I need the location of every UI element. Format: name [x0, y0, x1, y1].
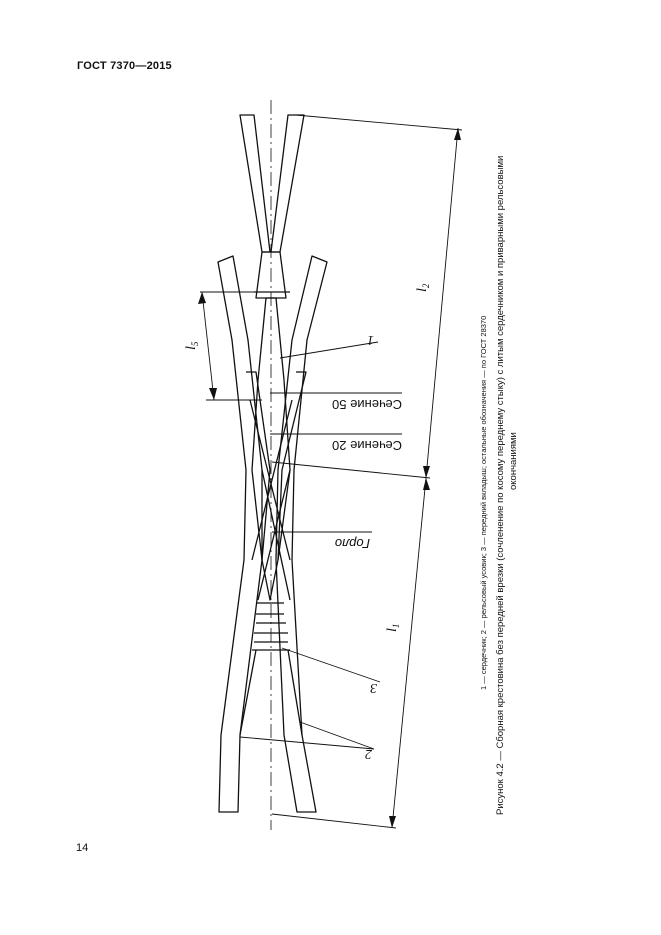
figure-legend: 1 — сердечник; 2 — рельсовый усовик; 3 — передний вкладыш; остальные обозначения — по ГОСТ 28370	[479, 315, 488, 690]
figure-caption-line2: окончаниями	[508, 432, 519, 490]
dim-l1-label: $l_1$	[385, 623, 401, 632]
standard-header: ГОСТ 7370—2015	[77, 60, 172, 72]
wing-rail-left	[218, 256, 262, 812]
section-20-label: Сечение 20	[332, 438, 402, 453]
dim-l5-label: $l_5$	[184, 341, 200, 350]
dim-l2-label: $l_2$	[415, 283, 431, 292]
figure-caption-line1: Рисунок 4.2 — Сборная крестовина без передней врезки (сочленение по косому переднему стыку) с литым сердечником и приварными рельсовыми	[495, 155, 506, 815]
point-rail-left	[240, 115, 270, 252]
point-rail-right	[271, 115, 304, 252]
callout-2-label: 2	[365, 746, 372, 761]
section-50-label: Сечение 50	[332, 397, 402, 412]
callout-1-label: 1	[367, 332, 374, 347]
callout-3-label: 3	[370, 680, 377, 695]
throat-label: Горло	[334, 536, 370, 551]
page-number: 14	[76, 842, 89, 854]
